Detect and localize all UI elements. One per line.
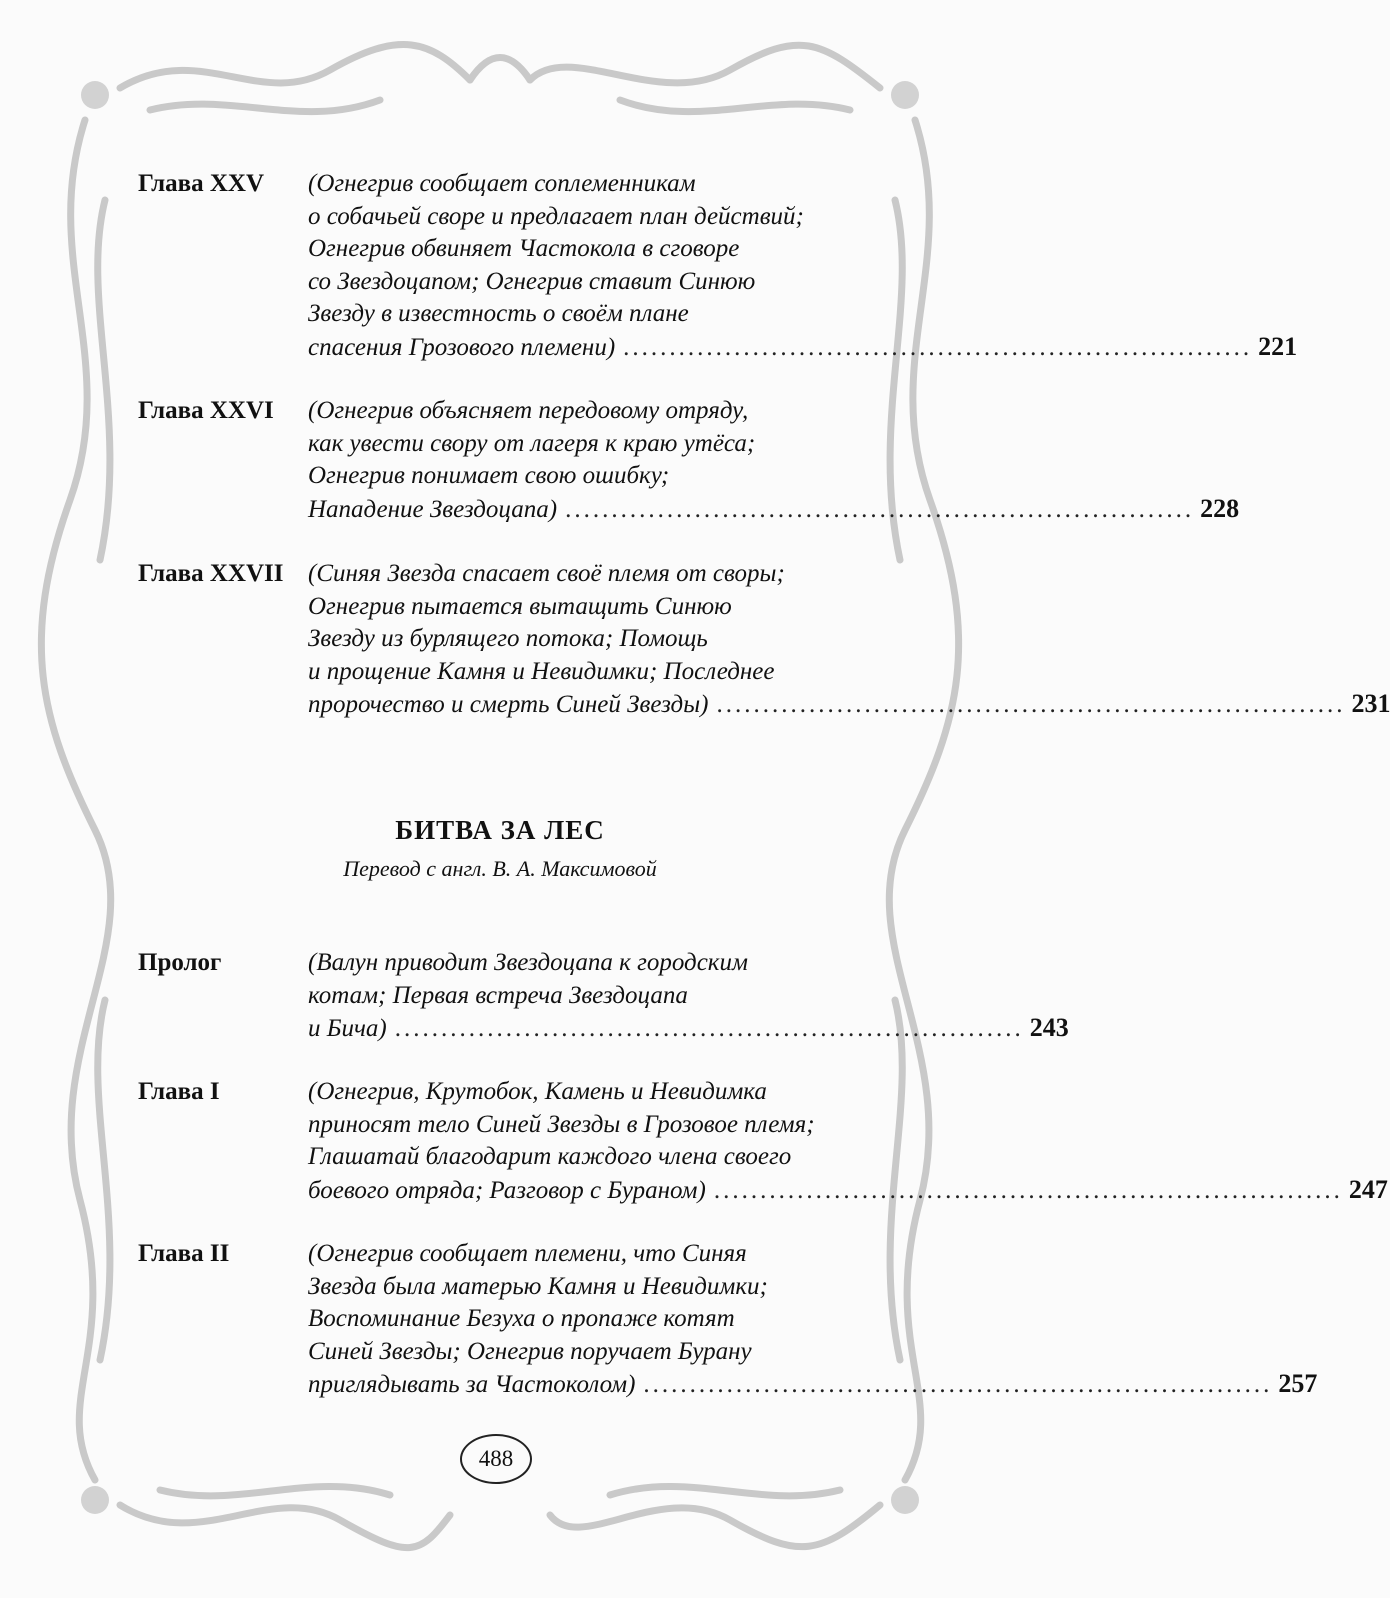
summary-line: Глашатай благодарит каждого члена своего (308, 1143, 792, 1170)
chapter-label: Глава XXVI (138, 397, 274, 424)
chapter-label: Глава II (138, 1240, 230, 1267)
summary-line: и Бича) (308, 1015, 387, 1042)
summary-line: Огнегрив обвиняет Частокола в сговоре (308, 235, 740, 262)
summary-line: боевого отряда; Разговор с Бураном) (308, 1176, 706, 1204)
chapter-label: Глава I (138, 1078, 220, 1105)
chapter-summary (308, 558, 1390, 722)
summary-line: приносят тело Синей Звезды в Грозовое племя; (308, 1110, 815, 1138)
page-number[interactable]: 221 (1258, 331, 1298, 361)
summary-line: Огнегрив пытается вытащить Синюю (308, 592, 732, 620)
summary-line: пророчество и смерть Синей Звезды) (308, 691, 709, 718)
summary-line: Звезду из бурлящего потока; Помощь (308, 625, 708, 652)
summary-line: и прощение Камня и Невидимки; Последнее (308, 657, 775, 685)
summary-line: Нападение Звездоцапа) (308, 495, 558, 523)
summary-line: о собачьей своре и предлагает план действий; (308, 202, 804, 230)
page-number[interactable]: 247 (1348, 1174, 1388, 1204)
summary-line: Звезду в известность о своём плане (308, 300, 689, 327)
summary-line: (Огнегрив сообщает соплеменникам (308, 170, 696, 197)
dot-leader: .................................................................... (623, 333, 1253, 361)
folio-page-number: 488 (460, 1434, 532, 1484)
page-number[interactable]: 257 (1278, 1369, 1318, 1398)
summary-line: (Огнегрив объясняет передовому отряду, (308, 397, 749, 424)
dot-leader: .................................................................... (713, 1176, 1343, 1204)
summary-line: (Валун приводит Звездоцапа к городским (308, 949, 748, 976)
section-title: БИТВА ЗА ЛЕС (395, 815, 605, 845)
chapter-label: Пролог (138, 949, 222, 976)
dot-leader: .................................................................... (565, 495, 1195, 523)
summary-line: (Синяя Звезда спасает своё племя от своры; (308, 560, 785, 587)
dot-leader: .................................................................... (643, 1371, 1273, 1398)
summary-line: Синей Звезды; Огнегрив поручает Бурану (308, 1337, 752, 1365)
chapter-summary (308, 1238, 1318, 1402)
page-number[interactable]: 231 (1351, 689, 1390, 718)
summary-line: (Огнегрив сообщает племени, что Синяя (308, 1240, 747, 1267)
summary-line: котам; Первая встреча Звездоцапа (308, 981, 688, 1009)
chapter-summary (308, 947, 1069, 1046)
page-number[interactable]: 228 (1200, 493, 1240, 523)
summary-line: как увести свору от лагеря к краю утёса; (308, 429, 756, 457)
page-number[interactable]: 243 (1029, 1013, 1069, 1042)
summary-line: со Звездоцапом; Огнегрив ставит Синюю (308, 267, 756, 295)
chapter-summary (308, 168, 1298, 364)
summary-line: приглядывать за Частоколом) (308, 1371, 636, 1398)
chapter-summary (308, 395, 1240, 526)
summary-line: Воспоминание Безуха о пропаже котят (308, 1305, 735, 1332)
translator-credit: Перевод с англ. В. А. Максимовой (343, 856, 657, 881)
dot-leader: .................................................................... (716, 691, 1346, 718)
dot-leader: .................................................................... (394, 1015, 1024, 1042)
summary-line: Огнегрив понимает свою ошибку; (308, 462, 670, 489)
chapter-summary (308, 1076, 1388, 1207)
chapter-label: Глава XXVII (138, 560, 284, 587)
summary-line: Звезда была матерью Камня и Невидимки; (308, 1272, 768, 1300)
chapter-label: Глава XXV (138, 170, 265, 197)
summary-line: спасения Грозового племени) (308, 333, 616, 361)
summary-line: (Огнегрив, Крутобок, Камень и Невидимка (308, 1078, 767, 1105)
